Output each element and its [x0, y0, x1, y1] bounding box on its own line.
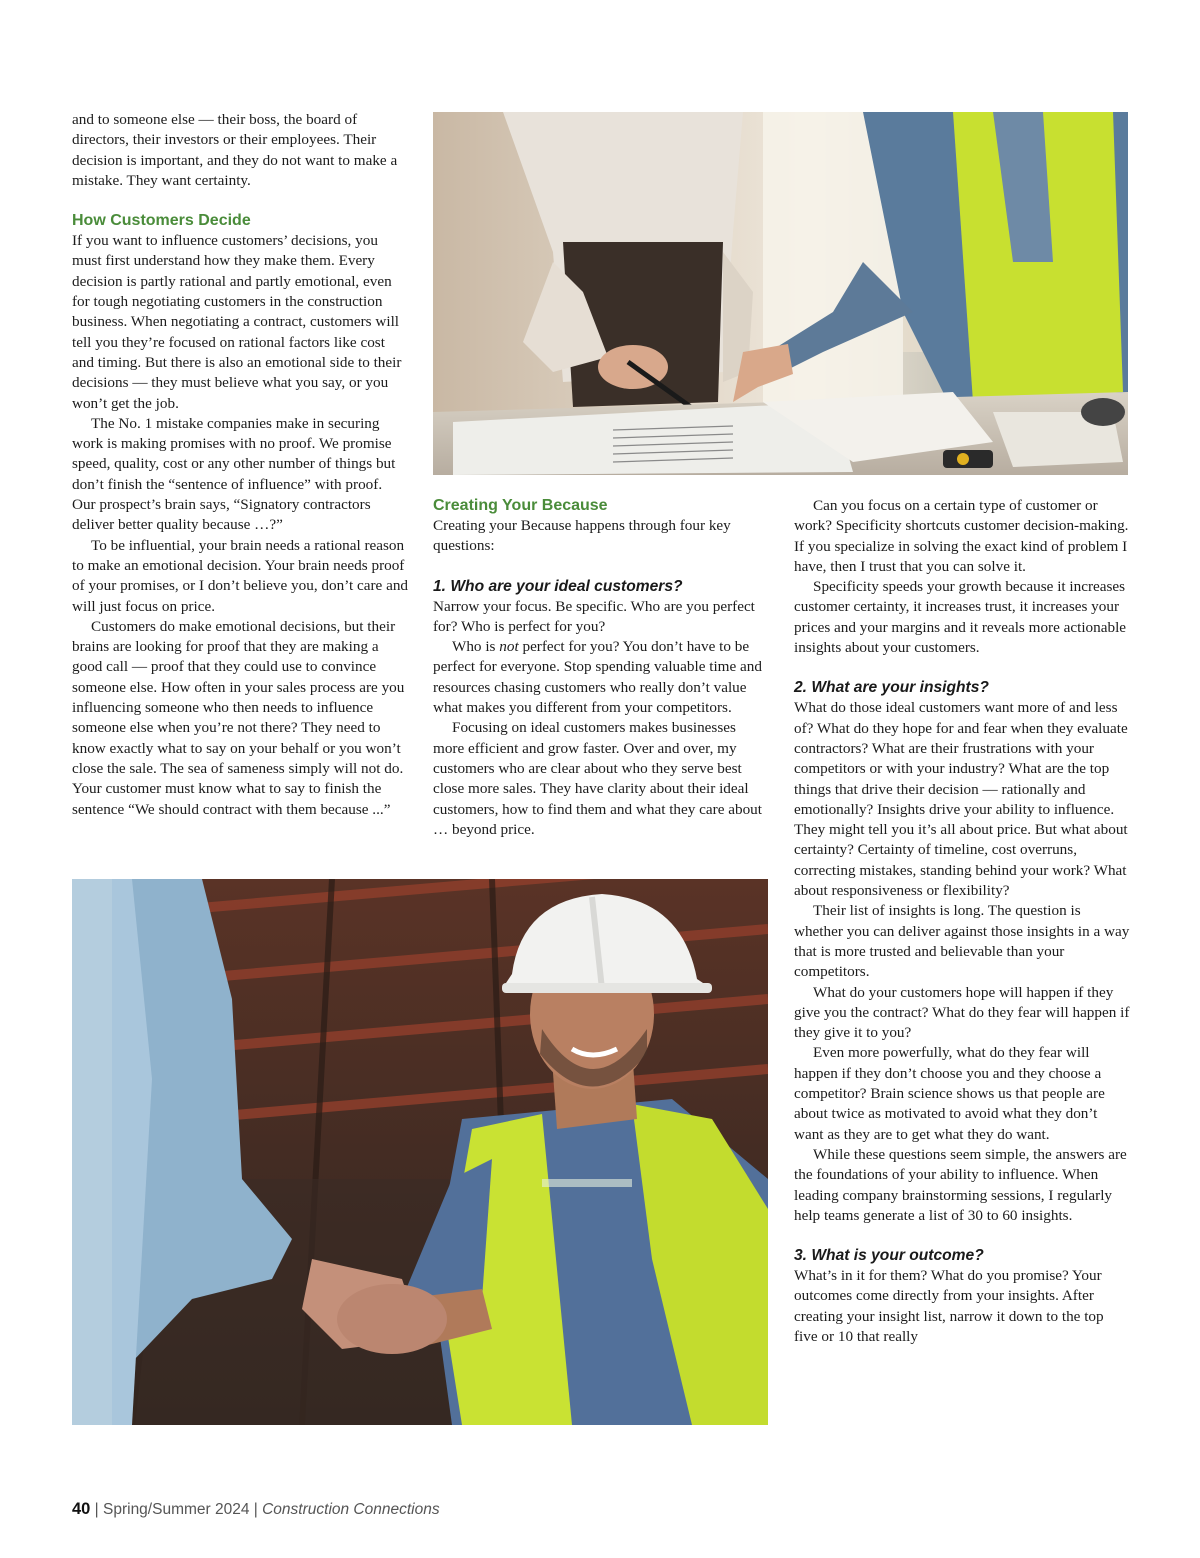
blueprint-meeting-photo [433, 112, 1128, 475]
paragraph: Can you focus on a certain type of customer or work? Specificity shortcuts customer decision-making. If you specialize in solving the exact kind of problem I have, then I trust that you can solve it. [794, 497, 1129, 575]
article-column-1 [72, 110, 408, 820]
paragraph: Their list of insights is long. The question is whether you can deliver against those insights in a way that is more trusted and believable than your competitors. [794, 902, 1130, 981]
page-number: 40 [72, 1500, 91, 1518]
page-footer [72, 1500, 440, 1519]
paragraph: Even more powerfully, what do they fear will happen if they don’t choose you and they choose a competitor? Brain science shows us that people are about twice as motivated to avoid what they don’t want as they are to get what they do want. [794, 1044, 1105, 1143]
paragraph: To be influential, your brain needs a rational reason to make an emotional decision. Your brain needs proof of your promises, or I don’t believe you, don’t care and will just focus on price. [72, 536, 409, 615]
paragraph: While these questions seem simple, the answers are the foundations of your ability to influence. When leading company brainstorming sessions, I regularly help teams generate a list of 30 to 60 insights. [794, 1145, 1127, 1224]
paragraph: What do those ideal customers want more of and less of? What do they hope for and fear when they evaluate contractors? What are their frustrations with your competitors or with your industry? What are the top things that drive their decision — rationally and emotionally? Insights drive your ability to influence. They might tell you it’s all about price. But what about certainty? Certainty of timeline, cost overruns, correcting mistakes, standing behind your work? What about responsiveness or flexibility? [794, 699, 1128, 900]
section-heading-creating-your-because: Creating Your Because [433, 497, 608, 514]
handshake-worker-photo [72, 879, 768, 1425]
question-heading-2: 2. What are your insights? [794, 679, 989, 697]
footer-separator: | [90, 1501, 103, 1518]
publication-name: Construction Connections [262, 1501, 440, 1518]
paragraph: Specificity speeds your growth because it increases customer certainty, it increases trust, it increases your prices and your margins and it reveals more actionable insights about your customers. [794, 578, 1127, 657]
footer-separator: | [249, 1501, 263, 1518]
section-heading-how-customers-decide: How Customers Decide [72, 212, 251, 230]
paragraph: Narrow your focus. Be specific. Who are you perfect for? Who is perfect for you? [433, 597, 755, 635]
article-column-3 [794, 496, 1130, 1347]
emphasis: not [499, 638, 519, 656]
paragraph: If you want to influence customers’ decisions, you must first understand how they make them. Every decision is partly rational and partly emotional, even for tough negotiating customers in the construction business. When negotiating a contract, customers will tell you they’re focused on rational factors like cost and timing. But there is also an emotional side to their decisions — they must believe what you say, or you won’t get the job. [72, 232, 402, 412]
intro-paragraph: and to someone else — their boss, the board of directors, their investors or their employees. Their decision is important, and they do not want to make a mistake. They want certainty. [72, 111, 398, 189]
paragraph: The No. 1 mistake companies make in securing work is making promises with no proof. We promise speed, quality, cost or any other number of things but don’t finish the “sentence of influence” with proof. Our prospect’s brain says, “Signatory contractors deliver better quality because …?” [72, 414, 396, 534]
article-column-2 [433, 496, 769, 840]
question-heading-1: 1. Who are your ideal customers? [433, 577, 683, 595]
question-heading-3: 3. What is your outcome? [794, 1247, 984, 1265]
paragraph: What’s in it for them? What do you promise? Your outcomes come directly from your insights. After creating your insight list, narrow it down to the top five or 10 that really [794, 1267, 1104, 1345]
paragraph: What do your customers hope will happen if they give you the contract? What do they fear will happen if they give it to you? [794, 983, 1130, 1042]
paragraph: Who is not perfect for you? You don’t have to be perfect for everyone. Stop spending valuable time and resources chasing customers who really don’t value what makes you different from your competitors. [433, 638, 762, 717]
paragraph: Focusing on ideal customers makes businesses more efficient and grow faster. Over and over, my customers who are clear about who they serve best close more sales. They have clarity about their ideal customers, how to find them and what they care about … beyond price. [433, 719, 762, 838]
issue-label: Spring/Summer 2024 [103, 1501, 250, 1518]
paragraph: Customers do make emotional decisions, but their brains are looking for proof that they are making a good call — proof that they could use to convince someone else. How often in your sales process are you influencing someone who then needs to influence someone else when you’re not there? They need to know exactly what to say on your behalf or you won’t close the sale. The sea of sameness simply will not do. Your customer must know what to say to finish the sentence “We should contract with them because ...” [72, 617, 405, 818]
paragraph: Creating your Because happens through four key questions: [433, 517, 731, 555]
